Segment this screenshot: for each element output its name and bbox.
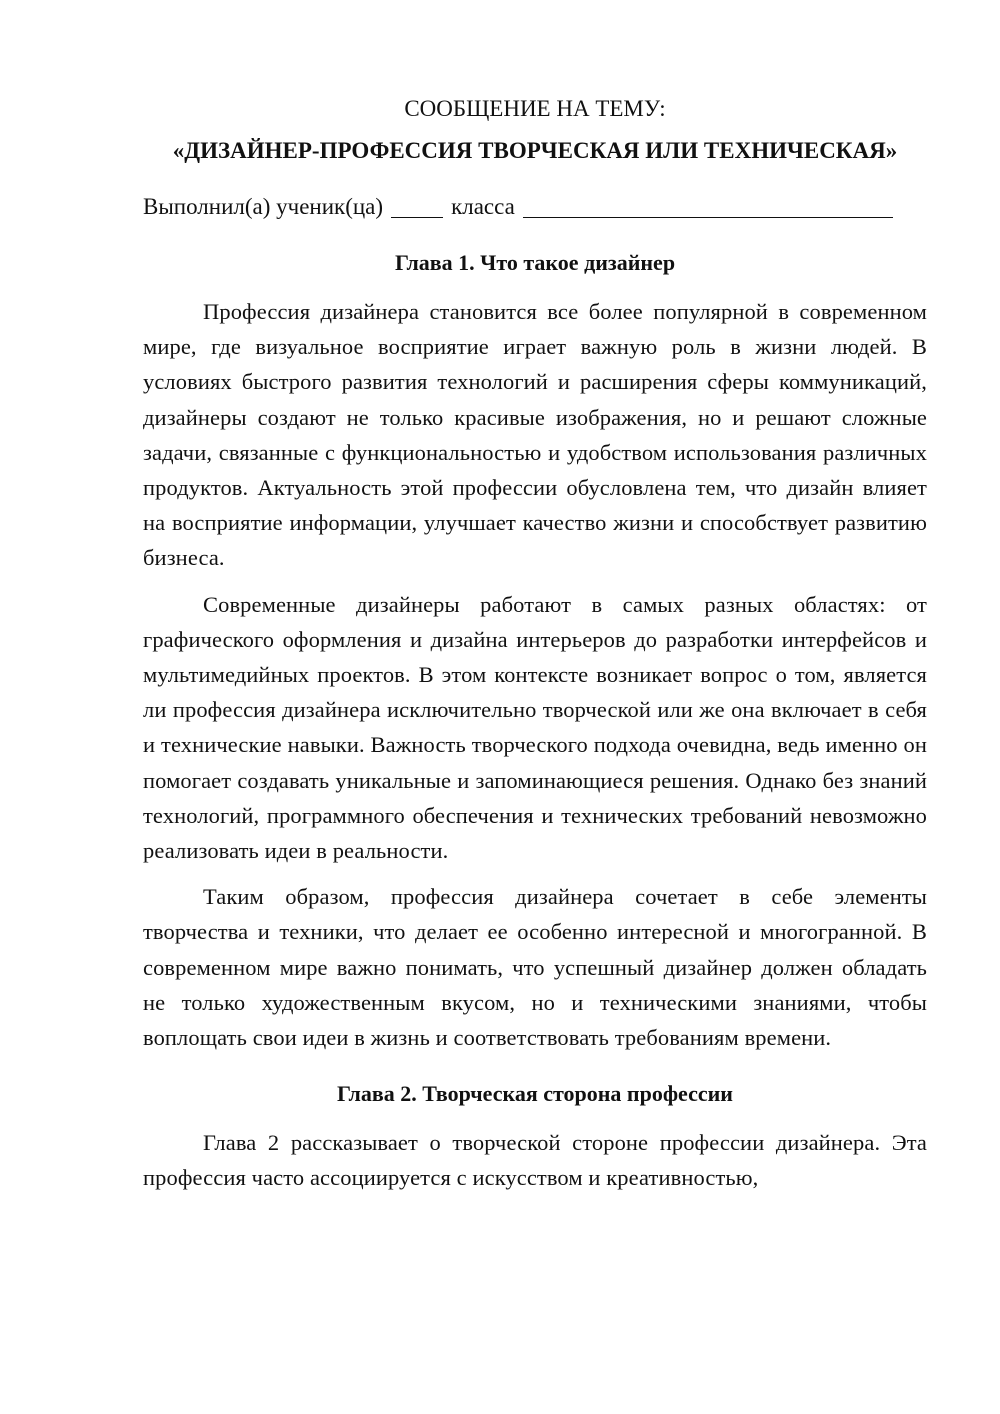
author-line <box>143 190 927 224</box>
chapter-2-title: Глава 2. Творческая сторона профессии <box>337 1081 733 1107</box>
report-heading: СООБЩЕНИЕ НА ТЕМУ: <box>404 96 666 121</box>
chapter-1-paragraph: Профессия дизайнера становится все более популярной в современном мире, где визуальное восприятие играет важную роль в жизни людей. В условиях быстрого развития технологий и расширения сферы коммуникаций, дизайнеры создают не только красивые изображения, но и решают сложные задачи, связанные с функциональностью и удобством использования различных продуктов. Актуальность этой профессии обусловлена тем, что дизайн влияет на восприятие информации, улучшает качество жизни и способствует развитию бизнеса. <box>143 299 927 571</box>
report-title: «ДИЗАЙНЕР-ПРОФЕССИЯ ТВОРЧЕСКАЯ ИЛИ ТЕХНИЧЕСКАЯ» <box>172 138 898 163</box>
chapter-2-paragraph: Глава 2 рассказывает о творческой стороне профессии дизайнера. Эта профессия часто ассоциируется с искусством и креативностью, <box>143 1130 927 1191</box>
chapter-1-paragraph: Таким образом, профессия дизайнера сочетает в себе элементы творчества и техники, что делает ее особенно интересной и многогранной. В современном мире важно понимать, что успешный дизайнер должен обладать не только художественным вкусом, но и техническими знаниями, чтобы воплощать свои идеи в жизнь и соответствовать требованиям времени. <box>143 884 927 1051</box>
chapter-1-title: Глава 1. Что такое дизайнер <box>394 250 676 275</box>
author-class-label: класса <box>451 194 515 219</box>
chapter-1-paragraph: Современные дизайнеры работают в самых разных областях: от графического оформления и дизайна интерьеров до разработки интерфейсов и мультимедийных проектов. В этом контексте возникает вопрос о том, является ли профессия дизайнера исключительно творческой или же она включает в себя и технические навыки. Важность творческого подхода очевидна, ведь именно он помогает создавать уникальные и запоминающиеся решения. Однако без знаний технологий, программного обеспечения и технических требований невозможно реализовать идеи в реальности. <box>143 591 927 864</box>
grade-blank <box>391 195 443 218</box>
name-blank <box>523 195 893 218</box>
author-prefix: Выполнил(а) ученик(ца) <box>143 194 384 219</box>
